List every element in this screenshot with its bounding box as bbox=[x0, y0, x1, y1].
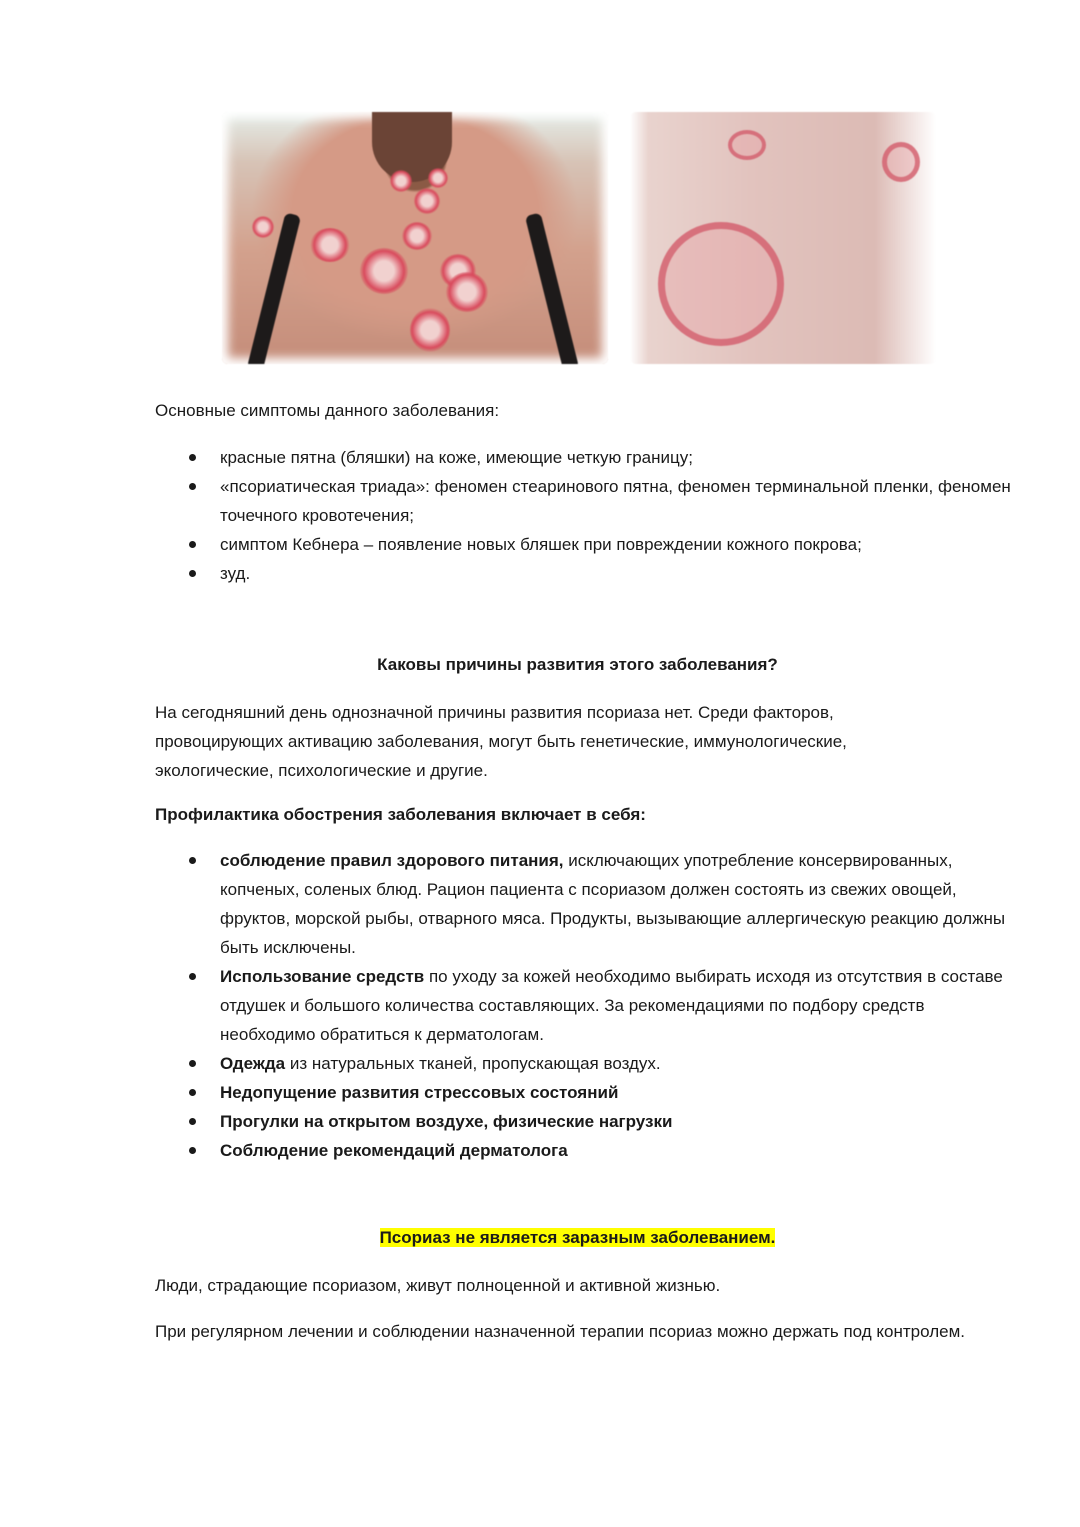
list-item: красные пятна (бляшки) на коже, имеющие четкую границу; bbox=[155, 443, 1015, 472]
contagion-statement bbox=[155, 1223, 1000, 1252]
list-item bbox=[155, 1049, 1015, 1078]
plaque bbox=[360, 248, 408, 294]
list-item-bold: Соблюдение рекомендаций дерматолога bbox=[220, 1141, 568, 1160]
plaque bbox=[446, 272, 488, 312]
list-item-text: из натуральных тканей, пропускающая воздух. bbox=[285, 1054, 661, 1073]
causes-paragraph: На сегодняшний день однозначной причины развития псориаза нет. Среди факторов, провоцирующих активацию заболевания, могут быть генетические, иммунологические, экологические, психологические и другие. bbox=[155, 703, 847, 780]
plaque bbox=[428, 168, 448, 188]
prevention-list bbox=[155, 846, 1015, 1165]
list-item bbox=[155, 962, 1015, 1049]
plaque bbox=[402, 222, 432, 250]
causes-heading: Каковы причины развития этого заболевания? bbox=[377, 655, 778, 674]
photo-strap-right bbox=[525, 212, 579, 364]
symptoms-intro: Основные симптомы данного заболевания: bbox=[155, 401, 500, 420]
photo-arm-plaque bbox=[630, 112, 936, 364]
list-item-bold: Одежда bbox=[220, 1054, 286, 1073]
plaque bbox=[410, 308, 450, 352]
list-item-bold: Недопущение развития стрессовых состояний bbox=[220, 1083, 619, 1102]
list-item bbox=[155, 1078, 1015, 1107]
list-item-bold: Использование средств bbox=[220, 967, 425, 986]
prevention-heading: Профилактика обострения заболевания включает в себя: bbox=[155, 805, 646, 824]
closing-line-1: Люди, страдающие псориазом, живут полноценной и активной жизнью. bbox=[155, 1276, 721, 1295]
plaque-ring bbox=[658, 222, 784, 346]
closing-line-2: При регулярном лечении и соблюдении назначенной терапии псориаз можно держать под контролем. bbox=[155, 1322, 965, 1341]
list-item-text: исключающих употребление консервированных, копченых, соленых блюд. Рацион пациента с псориазом должен состоять из свежих овощей, фруктов, морской рыбы, отварного мяса. Продукты, вызывающие аллергическую реакцию должны быть исключены. bbox=[220, 851, 1006, 957]
list-item: симптом Кебнера – появление новых бляшек при повреждении кожного покрова; bbox=[155, 530, 1015, 559]
list-item: зуд. bbox=[155, 559, 1015, 588]
highlighted-text: Псориаз не является заразным заболеванием. bbox=[379, 1228, 776, 1247]
list-item-bold: Прогулки на открытом воздухе, физические нагрузки bbox=[220, 1112, 673, 1131]
list-item-bold: соблюдение правил здорового питания, bbox=[220, 851, 564, 870]
plaque bbox=[252, 216, 274, 238]
list-item bbox=[155, 846, 1015, 962]
plaque-ring bbox=[882, 142, 920, 182]
list-item-text: по уходу за кожей необходимо выбирать исходя из отсутствия в составе отдушек и большого количества составляющих. За рекомендациями по подбору средств необходимо обратиться к дерматологам. bbox=[220, 967, 1003, 1044]
list-item: «псориатическая триада»: феномен стеаринового пятна, феномен терминальной пленки, феномен точечного кровотечения; bbox=[155, 472, 1015, 530]
plaque bbox=[310, 228, 350, 262]
plaque bbox=[414, 188, 440, 214]
plaque-ring bbox=[728, 130, 766, 160]
photo-back-psoriasis bbox=[222, 112, 608, 364]
plaque bbox=[390, 170, 412, 192]
symptoms-list bbox=[155, 443, 1015, 588]
list-item bbox=[155, 1107, 1015, 1136]
list-item bbox=[155, 1136, 1015, 1165]
